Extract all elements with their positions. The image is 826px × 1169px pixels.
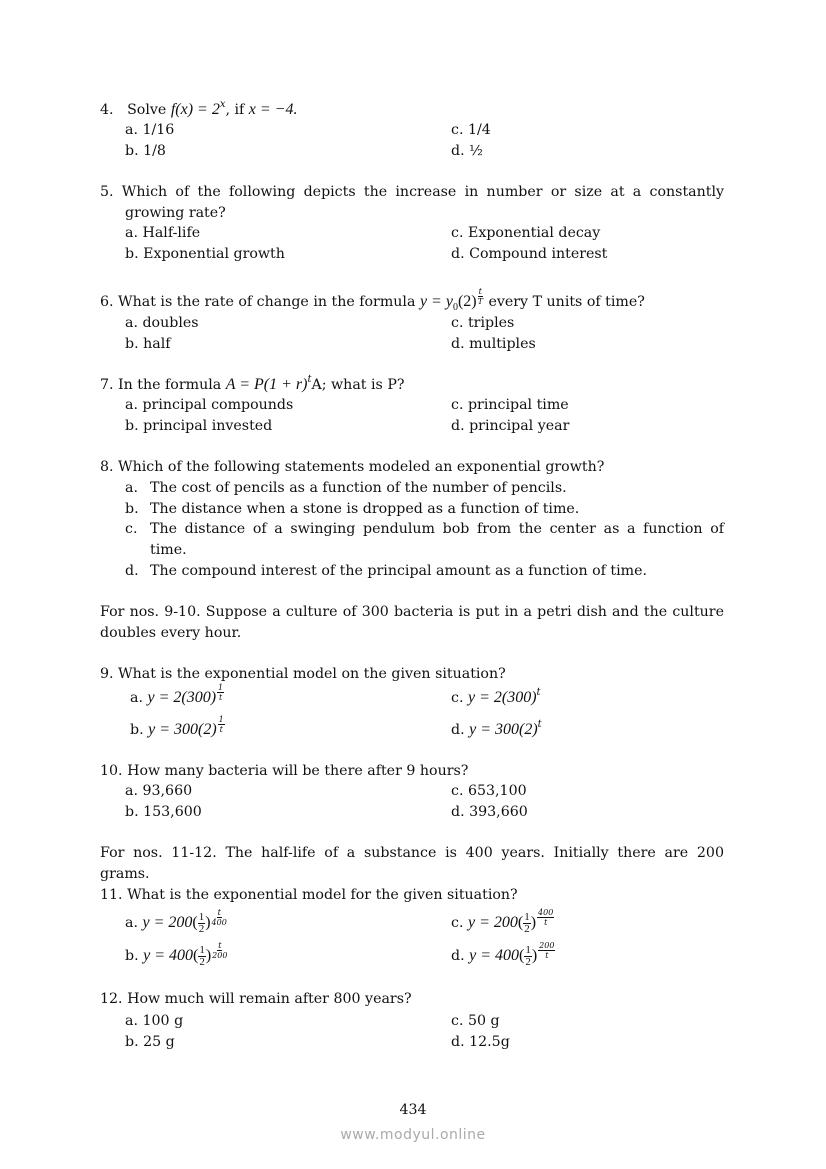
option[interactable]: c. 1/4 [451,122,491,138]
q4-text: Solve [127,102,167,118]
question-12: 12. How much will remain after 800 years? [100,991,412,1007]
exponent-fraction [537,908,554,927]
one-half-fraction: ( $\frac{1}{2}$ ) [193,943,212,968]
option-label: c. [451,915,464,931]
option-label: b. [125,948,139,964]
q4-math: f(x) = 2 [170,101,220,118]
question-11: 11. What is the exponential model for the given situation? [100,887,518,903]
question-4 [100,100,297,120]
option[interactable] [451,907,555,936]
q6-exponent [478,287,483,306]
den: 2 [199,955,205,968]
num: 1 [218,714,224,724]
option-label[interactable]: a. [125,480,138,496]
den: t [544,917,548,927]
option[interactable] [130,714,226,740]
context-para-2-line2: grams. [100,866,150,882]
option[interactable]: c. 653,100 [451,783,527,799]
option-label: a. [125,915,138,931]
num: t [218,940,222,950]
option[interactable]: c. triples [451,315,515,331]
option[interactable]: c. Exponential decay [451,225,601,241]
option[interactable]: d. 393,660 [451,804,528,820]
option-label[interactable]: d. [125,563,139,579]
question-9: 9. What is the exponential model on the given situation? [100,666,506,682]
option[interactable]: a. 1/16 [125,122,175,138]
num: t [478,286,482,296]
q4-number: 4. [100,102,114,118]
question-5-line1: 5. Which of the following depicts the increase in number or size at a constantly [100,184,724,200]
exponent-fraction [217,683,224,702]
option[interactable] [125,907,228,936]
option-math: y = 200 [142,914,193,931]
option[interactable] [451,720,542,740]
question-5-line2: growing rate? [125,205,226,221]
num: 200 [539,940,555,950]
option[interactable]: c. principal time [451,397,569,413]
q4-tail: , if [225,102,245,118]
den: 200 [212,950,228,960]
option-math: y = 200 [467,914,518,931]
q6-sub: 0 [452,301,458,313]
option-text[interactable]: The distance when a stone is dropped as a function of time. [150,501,580,517]
option-text[interactable]: The cost of pencils as a function of the number of pencils. [150,480,567,496]
option[interactable]: a. Half-life [125,225,201,241]
q7-math: A = P(1 + r) [225,376,308,393]
den: 2 [525,955,531,968]
option-math: y = 2(300) [147,689,217,706]
question-8: 8. Which of the following statements modeled an exponential growth? [100,459,605,475]
exponent-fraction [212,908,227,927]
num: 1 [525,943,531,956]
question-7 [100,375,404,395]
one-half-fraction: ( $\frac{1}{2}$ ) [517,910,537,935]
den: 400 [211,917,227,927]
q6-math: y = y [419,293,453,310]
option[interactable] [130,682,225,708]
option[interactable]: d. Compound interest [451,246,608,262]
half-stack [523,912,531,935]
option-exp: t [536,687,541,698]
option-label: d. [451,948,465,964]
watermark: www.modyul.online [340,1127,486,1143]
den: 2 [524,922,530,935]
option[interactable]: b. 153,600 [125,804,202,820]
q7-exp: t [307,374,312,385]
option[interactable]: d. 12.5g [451,1034,510,1050]
num: 1 [198,910,205,923]
option-label[interactable]: c. [125,521,138,537]
option[interactable]: b. half [125,336,171,352]
option[interactable]: c. 50 g [451,1013,500,1029]
num: 1 [524,910,530,923]
option[interactable]: d. ½ [451,143,483,159]
option[interactable]: a. 100 g [125,1013,184,1029]
half-stack [524,945,532,968]
context-para-1-line1: For nos. 9-10. Suppose a culture of 300 bacteria is put in a petri dish and the culture [100,604,724,620]
exponent-fraction [538,941,555,960]
option[interactable] [451,940,556,969]
option[interactable]: b. 25 g [125,1034,175,1050]
one-half-fraction: ( $\frac{1}{2}$ ) [192,910,211,935]
option[interactable]: d. multiples [451,336,536,352]
q4-exp: x [219,99,226,110]
option-text-cont[interactable]: time. [150,542,187,558]
context-para-2-line1: For nos. 11-12. The half-life of a substance is 400 years. Initially there are 200 [100,845,724,861]
q6-text: 6. What is the rate of change in the formula [100,294,416,310]
q7-tail: A; what is P? [311,377,405,393]
question-10: 10. How many bacteria will be there after 9 hours? [100,763,469,779]
option-label: d. [451,722,465,738]
den: t [545,950,549,960]
one-half-fraction: ( $\frac{1}{2}$ ) [519,943,538,968]
num: 400 [538,907,554,917]
option[interactable]: a. principal compounds [125,397,294,413]
option[interactable]: b. 1/8 [125,143,166,159]
option-label[interactable]: b. [125,501,139,517]
q6-tail: every T units of time? [488,294,645,310]
option[interactable]: b. Exponential growth [125,246,285,262]
option-math: y = 300(2) [469,721,538,738]
exponent-fraction [212,941,227,960]
option-math: y = 400 [143,947,194,964]
option-label: a. [130,690,143,706]
den: t [218,692,223,702]
option-text[interactable]: The distance of a swinging pendulum bob from the center as a function of [150,521,724,537]
den: t [219,724,223,734]
num: 1 [199,943,205,956]
page-number: 434 [399,1102,427,1118]
q7-text: 7. In the formula [100,377,222,393]
option[interactable] [125,940,228,969]
option-text[interactable]: The compound interest of the principal amount as a function of time. [150,563,647,579]
q4-tail-math: x = −4. [248,101,298,118]
option-math: y = 400 [469,947,520,964]
option[interactable]: b. principal invested [125,418,273,434]
den: T [477,296,483,306]
option[interactable]: a. 93,660 [125,783,193,799]
context-para-1-line2: doubles every hour. [100,625,242,641]
option-label: c. [451,690,464,706]
exponent-fraction [218,715,225,734]
num: 1 [218,682,224,692]
option-label: b. [130,722,144,738]
option[interactable]: a. doubles [125,315,199,331]
option-math: y = 2(300) [467,689,537,706]
q6-paren: (2) [457,293,477,310]
option-exp: t [537,719,542,730]
option-math: y = 300(2) [148,721,217,738]
num: t [217,907,221,917]
option[interactable] [451,688,541,708]
half-stack [198,912,206,935]
option[interactable]: d. principal year [451,418,570,434]
den: 2 [198,922,205,935]
half-stack [198,945,206,968]
